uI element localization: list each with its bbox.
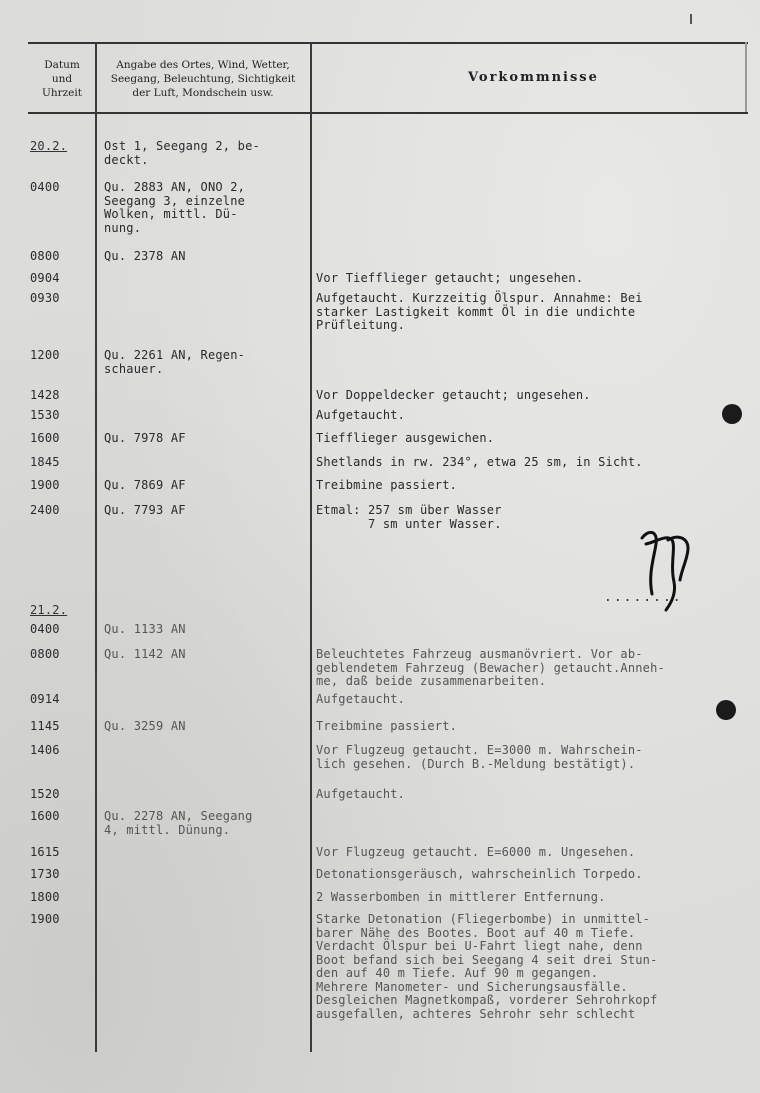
entry-time: 1845 xyxy=(30,455,60,469)
entry-date: 20.2. xyxy=(30,139,68,153)
entry-location: Qu. 1142 AN xyxy=(104,647,186,661)
entry-event: Treibmine passiert. xyxy=(316,478,458,492)
entry-time: 1730 xyxy=(30,867,60,881)
entry-time: 0800 xyxy=(30,647,60,661)
entry-location: Qu. 7978 AF xyxy=(104,431,186,445)
entry-event: Detonationsgeräusch, wahrscheinlich Torpedo. xyxy=(316,867,643,881)
entry-event: Tiefflieger ausgewichen. xyxy=(316,431,495,445)
entry-time: 1145 xyxy=(30,719,60,733)
entry-time: 0930 xyxy=(30,291,60,305)
entry-time: 1900 xyxy=(30,912,60,926)
header-location-weather: Angabe des Ortes, Wind, Wetter, Seegang, Beleuchtung, Sichtigkeit der Luft, Mondschein usw. xyxy=(110,59,296,99)
punch-hole xyxy=(722,404,742,424)
entry-time: 0800 xyxy=(30,249,60,263)
entry-location: Qu. 7793 AF xyxy=(104,503,186,517)
entry-time: 1900 xyxy=(30,478,60,492)
entry-event: Aufgetaucht. xyxy=(316,408,406,422)
entry-event: 2 Wasserbomben in mittlerer Entfernung. xyxy=(316,890,606,904)
entry-location: Qu. 1133 AN xyxy=(104,622,186,636)
column-divider xyxy=(310,42,312,1052)
header-bottom-rule xyxy=(28,112,748,114)
entry-event: Vor Doppeldecker getaucht; ungesehen. xyxy=(316,388,591,402)
entry-time: 2400 xyxy=(30,503,60,517)
entry-time: 1428 xyxy=(30,388,60,402)
entry-time: 0914 xyxy=(30,692,60,706)
entry-time: 1600 xyxy=(30,809,60,823)
entry-event: Etmal: 257 sm über Wasser 7 sm unter Wasser. xyxy=(316,503,502,531)
entry-event: Treibmine passiert. xyxy=(316,719,458,733)
entry-event: Aufgetaucht. xyxy=(316,787,406,801)
entry-location: Qu. 7869 AF xyxy=(104,478,186,492)
punch-hole xyxy=(716,700,736,720)
entry-time: 1800 xyxy=(30,890,60,904)
entry-event: Vor Tiefflieger getaucht; ungesehen. xyxy=(316,271,584,285)
entry-time: 0400 xyxy=(30,622,60,636)
entry-location: Qu. 2278 AN, Seegang 4, mittl. Dünung. xyxy=(104,809,253,837)
column-divider xyxy=(95,42,97,1052)
signature-dots: ........ xyxy=(604,590,683,605)
column-divider xyxy=(745,42,747,112)
entry-time: 1600 xyxy=(30,431,60,445)
entry-time: 1200 xyxy=(30,348,60,362)
entry-date: 21.2. xyxy=(30,603,68,617)
entry-location: Ost 1, Seegang 2, be- deckt. xyxy=(104,139,260,167)
entry-event: Shetlands in rw. 234°, etwa 25 sm, in Sicht. xyxy=(316,455,643,469)
entry-event: Beleuchtetes Fahrzeug ausmanövriert. Vor ab- geblendetem Fahrzeug (Bewacher) getaucht.Anneh- me, daß beide zusammenarbeiten. xyxy=(316,647,665,688)
entry-time: 1615 xyxy=(30,845,60,859)
entry-time: 1530 xyxy=(30,408,60,422)
entry-event: Starke Detonation (Fliegerbombe) in unmittel- barer Nähe des Bootes. Boot auf 40 m Tiefe. Verdacht Ölspur bei U-Fahrt liegt nahe, denn Boot befand sich bei Seegang 4 seit drei Stun- den auf 40 m Tiefe. Auf 90 m gegangen. Mehrere Manometer- und Sicherungsausfälle. Desgleichen Magnetkompaß, vorderer Sehrohrkopf ausgefallen, achteres Sehrohr sehr schlecht xyxy=(316,912,658,1021)
entry-location: Qu. 3259 AN xyxy=(104,719,186,733)
entry-time: 1406 xyxy=(30,743,60,757)
entry-time: 0400 xyxy=(30,180,60,194)
entry-event: Aufgetaucht. xyxy=(316,692,406,706)
entry-location: Qu. 2261 AN, Regen- schauer. xyxy=(104,348,246,376)
entry-event: Vor Flugzeug getaucht. E=6000 m. Ungesehen. xyxy=(316,845,636,859)
entry-event: Vor Flugzeug getaucht. E=3000 m. Wahrschein- lich gesehen. (Durch B.-Meldung bestätigt). xyxy=(316,743,643,771)
entry-time: 0904 xyxy=(30,271,60,285)
entry-time: 1520 xyxy=(30,787,60,801)
table-top-rule xyxy=(28,42,748,44)
entry-location: Qu. 2378 AN xyxy=(104,249,186,263)
header-events: Vorkommnisse xyxy=(468,70,599,85)
header-date-time: Datum und Uhrzeit xyxy=(42,59,82,99)
entry-location: Qu. 2883 AN, ONO 2, Seegang 3, einzelne Wolken, mittl. Dü- nung. xyxy=(104,180,246,235)
entry-event: Aufgetaucht. Kurzzeitig Ölspur. Annahme: Bei starker Lastigkeit kommt Öl in die undichte Prüfleitung. xyxy=(316,291,643,332)
ink-mark xyxy=(690,14,692,24)
